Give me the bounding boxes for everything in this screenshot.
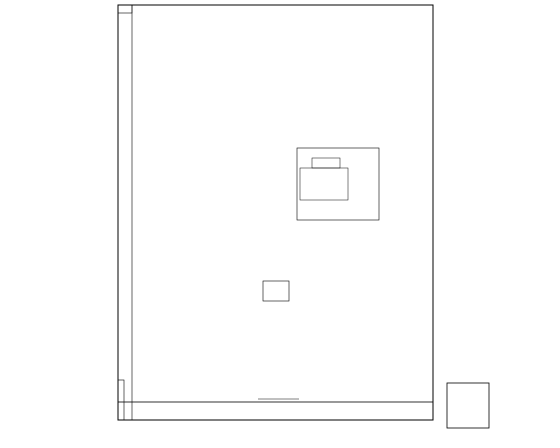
- floor-plan-core: [312, 158, 340, 168]
- monitor-wall: [263, 281, 289, 301]
- stamp-panel: [447, 383, 489, 428]
- title-block: [118, 402, 433, 420]
- sheet-border: [118, 5, 433, 420]
- binding-margin-tab: [118, 380, 124, 420]
- sheet-corner-tag: [118, 5, 132, 13]
- floor-plan-outline: [300, 168, 348, 200]
- floor-plan-frame: [297, 148, 379, 220]
